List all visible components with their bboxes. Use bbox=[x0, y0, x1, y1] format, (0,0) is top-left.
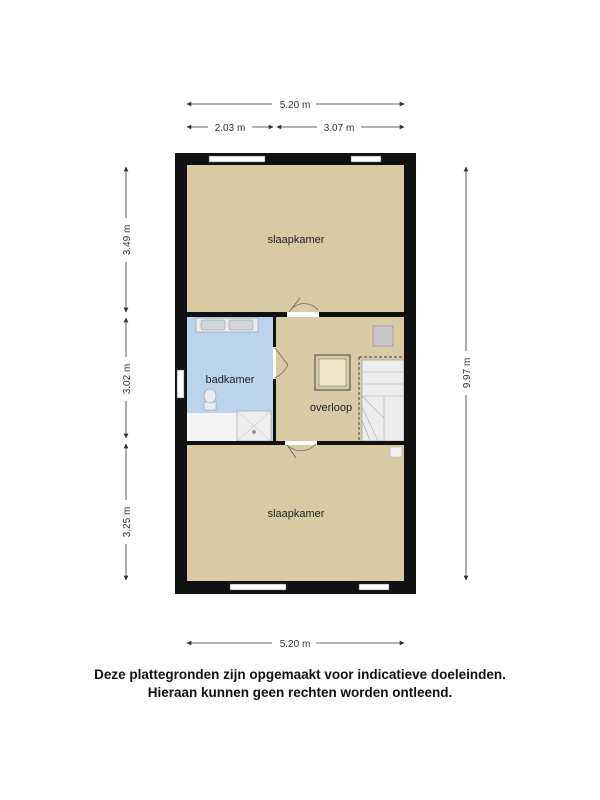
dimension-top-right-label: 3.07 m bbox=[323, 123, 355, 134]
dimension-left-bottom bbox=[118, 444, 134, 580]
room-label-bedroom-top: slaapkamer bbox=[267, 234, 325, 246]
window-top-right bbox=[351, 156, 381, 162]
dimension-top-total-label: 5.20 m bbox=[279, 100, 311, 111]
disclaimer-line-1: Deze plattegronden zijn opgemaakt voor indicatieve doeleinden. bbox=[94, 667, 506, 682]
room-label-bathroom: badkamer bbox=[205, 374, 255, 386]
dimension-bottom-total bbox=[187, 636, 404, 650]
dimension-left-middle-label: 3.02 m bbox=[122, 363, 133, 395]
window-top-left bbox=[209, 156, 265, 162]
dimension-bottom-total-label: 5.20 m bbox=[279, 639, 311, 650]
dimension-top-total bbox=[187, 97, 404, 111]
room-label-landing: overloop bbox=[309, 402, 353, 414]
dimension-left-bottom-label: 3.25 m bbox=[122, 506, 133, 538]
window-bathroom bbox=[177, 370, 184, 398]
room-label-bedroom-bottom: slaapkamer bbox=[267, 508, 325, 520]
dimension-left-top bbox=[118, 167, 134, 312]
window-bottom-left bbox=[230, 584, 286, 590]
dimension-left-middle bbox=[118, 318, 134, 438]
dimension-left-top-label: 3.49 m bbox=[122, 224, 133, 256]
disclaimer bbox=[0, 666, 600, 702]
dimension-top-left bbox=[187, 120, 273, 134]
disclaimer-line-2: Hieraan kunnen geen rechten worden ontleend. bbox=[147, 685, 453, 700]
dimension-top-left-label: 2.03 m bbox=[214, 123, 246, 134]
dimension-right-total bbox=[458, 167, 474, 580]
window-bottom-right bbox=[359, 584, 389, 590]
dimension-top-right bbox=[277, 120, 404, 134]
dimension-right-total-label: 9.97 m bbox=[462, 357, 473, 389]
